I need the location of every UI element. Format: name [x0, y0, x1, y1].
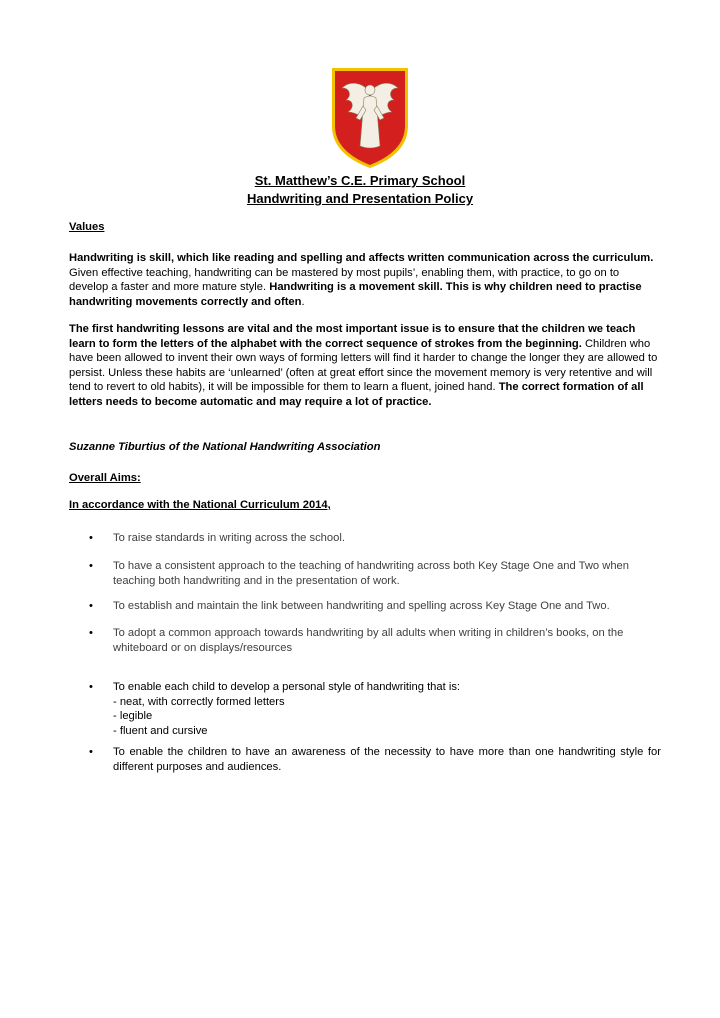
para1-text-1: Given effective teaching, handwriting can be mastered by most pupils’, enabling them, with practice, to go on to develop a faster and more mature style.: [69, 266, 620, 294]
attribution: Suzanne Tiburtius of the National Handwriting Association: [69, 441, 381, 453]
school-name: St. Matthew’s C.E. Primary School: [254, 173, 466, 188]
para2-bold-2: The correct formation of all letters needs to become automatic and may require a lot of practice.: [69, 381, 644, 408]
bullet-icon: •: [89, 600, 93, 612]
style-sub-item: - neat, with correctly formed letters: [113, 695, 285, 708]
aim-text: To enable the children to have an awareness of the necessity to have more than one handwriting style for different purposes and audiences.: [113, 746, 661, 773]
para1-bold-2: Handwriting is a movement skill. This is why children need to practise handwriting movements correctly and often: [69, 281, 642, 308]
aim-text: To raise standards in writing across the school.: [113, 532, 345, 544]
style-intro: To enable each child to develop a personal style of handwriting that is:: [113, 681, 461, 693]
policy-title: Handwriting and Presentation Policy: [246, 191, 474, 206]
style-sub-item: - legible: [113, 710, 153, 723]
bullet-icon: •: [89, 746, 93, 758]
values-paragraph-1: [69, 251, 659, 309]
curriculum-subheading: In accordance with the National Curriculum 2014,: [69, 499, 331, 511]
aims-heading: Overall Aims:: [69, 472, 141, 484]
bullet-icon: •: [89, 681, 93, 693]
aim-text: To have a consistent approach to the teaching of handwriting across both Key Stage One and Two when teaching both handwriting and in the presentation of work.: [113, 560, 629, 587]
aim-text: To establish and maintain the link between handwriting and spelling across Key Stage One and Two.: [113, 600, 610, 612]
para1-text-2: .: [301, 295, 305, 308]
values-heading: Values: [69, 221, 105, 233]
style-item: [113, 680, 661, 738]
bullet-icon: •: [89, 532, 93, 544]
school-crest-icon: [330, 66, 410, 170]
para1-bold-1: Handwriting is skill, which like reading and spelling and affects written communication across the curriculum.: [69, 252, 654, 264]
bullet-icon: •: [89, 627, 93, 639]
style-sub-item: - fluent and cursive: [113, 724, 208, 737]
aim-text: To adopt a common approach towards handwriting by all adults when writing in children’s books, on the whiteboard or on displays/resources: [113, 627, 624, 654]
values-paragraph-2: [69, 322, 659, 410]
para2-bold-1: The first handwriting lessons are vital and the most important issue is to ensure that the children we teach learn to form the letters of the alphabet with the correct sequence of strokes from the beginning.: [69, 323, 636, 350]
para2-text-1: Children who have been allowed to invent their own ways of forming letters will find it harder to change the longer they are allowed to persist. Unless these habits are ‘unlearned’ (often at great effort since the movement memory is very retentive and will tend to revert to old habits), it will be impossible for them to learn a fluent, joined hand.: [69, 337, 658, 394]
bullet-icon: •: [89, 560, 93, 572]
